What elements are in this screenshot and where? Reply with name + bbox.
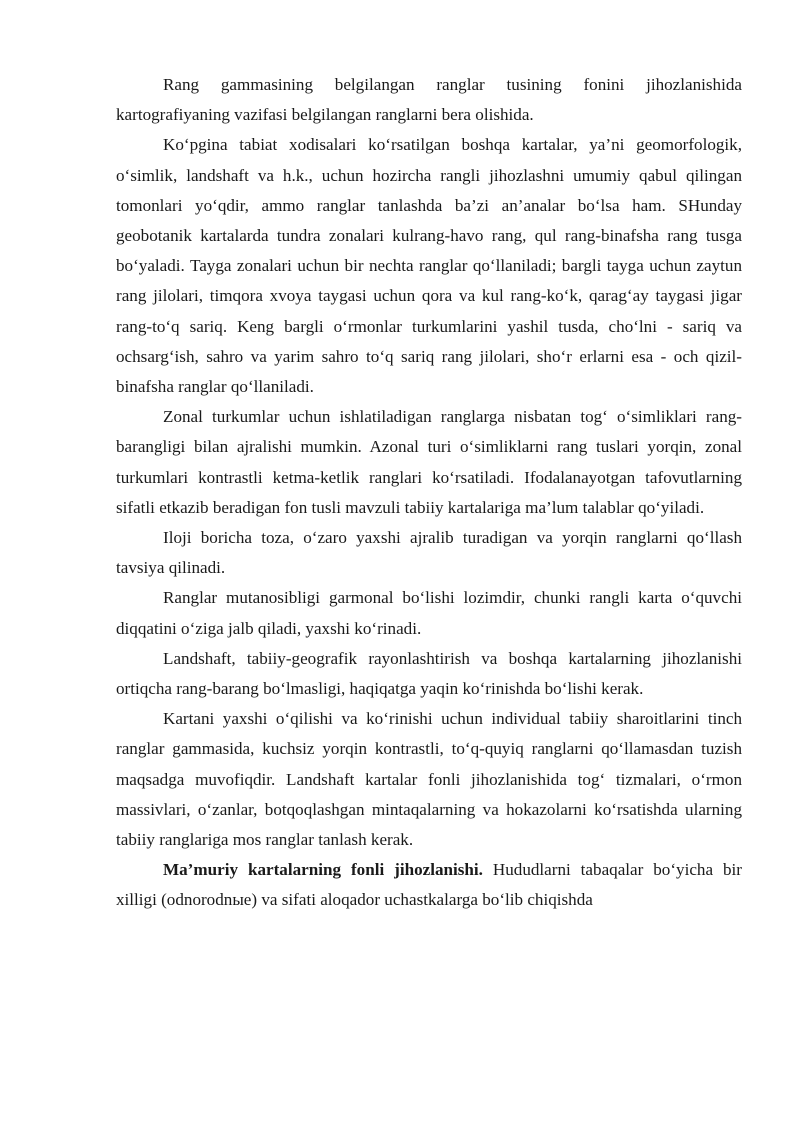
paragraph-5: Ranglar mutanosibligi garmonal bo‘lishi lozimdir, chunki rangli karta o‘quvchi diqqatini o‘ziga jalb qiladi, yaxshi ko‘rinadi.: [116, 588, 742, 638]
document-page: [116, 70, 742, 916]
section-heading: Ma’muriy kartalarning fonli jihozlanishi.: [163, 860, 483, 880]
paragraph-1: Rang gammasining belgilangan ranglar tusining fonini jihozlanishida kartografiyaning vazifasi belgilangan ranglarni bera olishida.: [116, 75, 742, 125]
paragraph-8-text: Hududlarni tabaqalar bo‘yicha bir xilligi (odnorodnыe) va sifati aloqador uchastkalarga bo‘lib chiqishda: [116, 860, 742, 910]
paragraph-8: [116, 855, 742, 915]
paragraph-2: Ko‘pgina tabiat xodisalari ko‘rsatilgan boshqa kartalar, ya’ni geomorfologik, o‘simlik, landshaft va h.k., uchun hozircha rangli jihozlashni umumiy qabul qilingan tomonlari yo‘qdir, ammo ranglar tanlashda ba’zi an’analar bo‘lsa ham. SHunday geobotanik kartalarda tundra zonalari kulrang-havo rang, qul rang-binafsha rang tusga bo‘yaladi. Tayga zonalari uchun bir nechta ranglar qo‘llaniladi; bargli tayga uchun zaytun rang jilolari, timqora xvoya taygasi uchun qora va kul rang-ko‘k, qarag‘ay taygasi jigar rang-to‘q sariq. Keng bargli o‘rmonlar turkumlarini yashil tusda, cho‘lni - sariq va ochsarg‘ish, sahro va yarim sahro to‘q sariq rang jilolari, sho‘r erlarni esa - och qizil-binafsha ranglar qo‘llaniladi.: [116, 135, 742, 397]
paragraph-4: Iloji boricha toza, o‘zaro yaxshi ajralib turadigan va yorqin ranglarni qo‘llash tavsiya qilinadi.: [116, 528, 742, 578]
paragraph-6: Landshaft, tabiiy-geografik rayonlashtirish va boshqa kartalarning jihozlanishi ortiqcha rang-barang bo‘lmasligi, haqiqatga yaqin ko‘rinishda bo‘lishi kerak.: [116, 648, 742, 699]
paragraph-3: Zonal turkumlar uchun ishlatiladigan ranglarga nisbatan tog‘ o‘simliklari rang-barangligi bilan ajralishi mumkin. Azonal turi o‘simliklarni rang tuslari yorqin, zonal turkumlari kontrastli ketma-ketlik ranglari ko‘rsatiladi. Ifodalanayotgan tafovutlarning sifatli etkazib beradigan fon tusli mavzuli tabiiy kartalariga ma’lum talablar qo‘yiladi.: [116, 407, 742, 517]
paragraph-7: Kartani yaxshi o‘qilishi va ko‘rinishi uchun individual tabiiy sharoitlarini tinch ranglar gammasida, kuchsiz yorqin kontrastli, to‘q-quyiq ranglarni qo‘llamasdan tuzish maqsadga muvofiqdir. Landshaft kartalar fonli jihozlanishida tog‘ tizmalari, o‘rmon massivlari, o‘zanlar, botqoqlashgan mintaqalarning va hokazolarni ko‘rsatishda ularning tabiiy ranglariga mos ranglar tanlash kerak.: [116, 709, 742, 850]
